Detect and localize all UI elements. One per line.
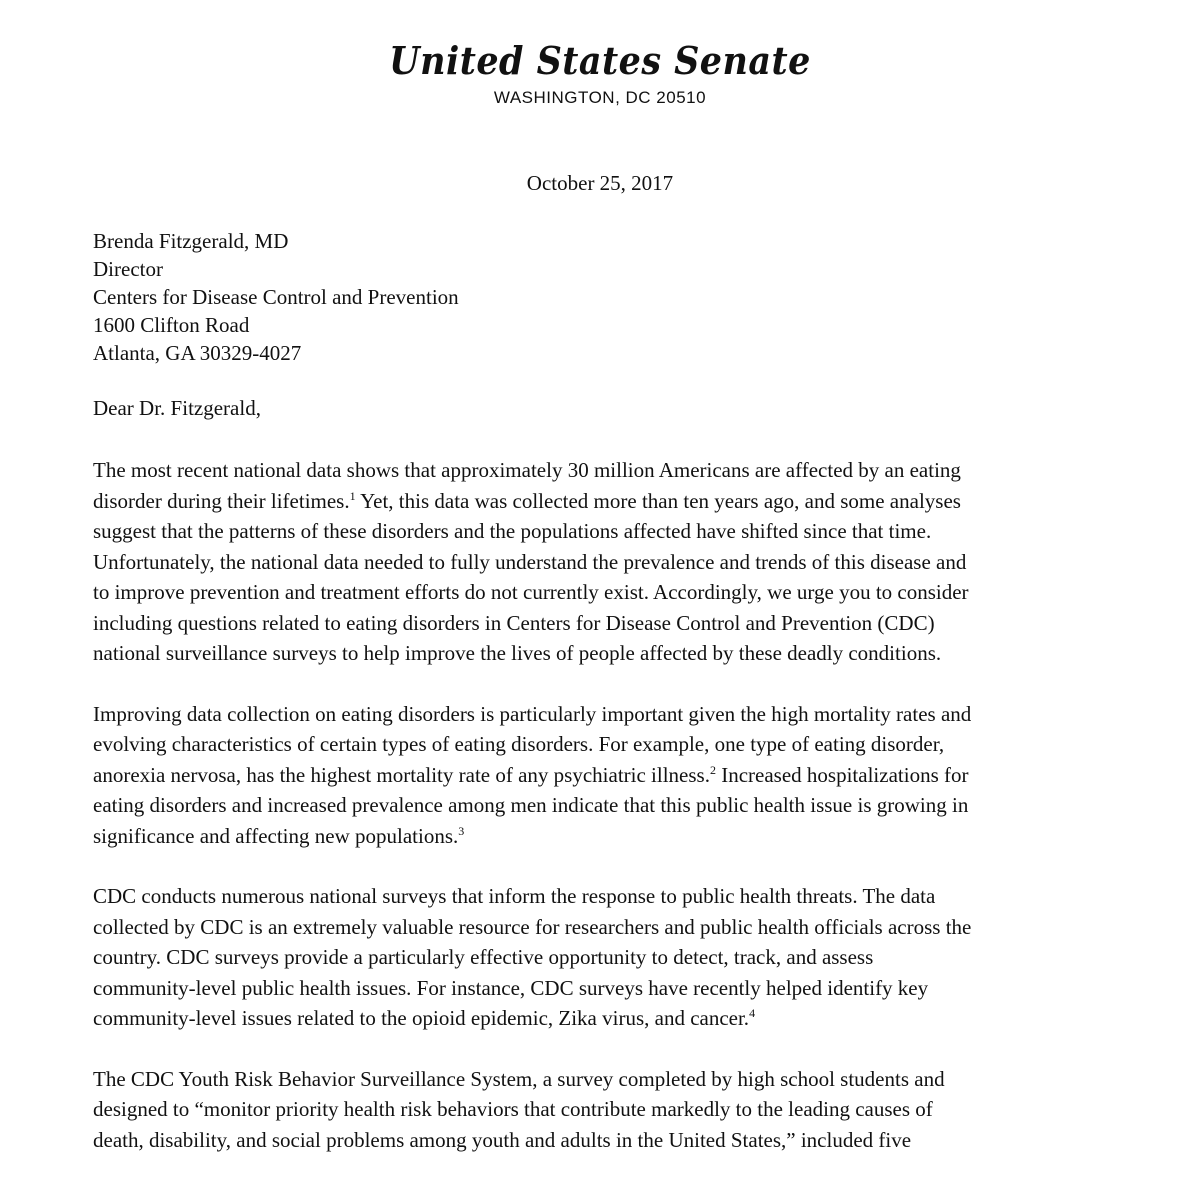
paragraph-line: The most recent national data shows that approximately 30 million Americans are affected by an eating bbox=[93, 458, 961, 482]
letter-body bbox=[93, 455, 1113, 1185]
paragraph-2 bbox=[93, 699, 1113, 852]
paragraph-line bbox=[93, 821, 1113, 852]
letterhead bbox=[0, 36, 1200, 108]
paragraph-line: country. CDC surveys provide a particularly effective opportunity to detect, track, and assess bbox=[93, 945, 874, 969]
recipient-name: Brenda Fitzgerald, MD bbox=[93, 229, 289, 253]
paragraph-line: CDC conducts numerous national surveys that inform the response to public health threats. The data bbox=[93, 884, 936, 908]
letterhead-title: United States Senate bbox=[389, 38, 811, 83]
line-text: significance and affecting new populations. bbox=[93, 823, 459, 848]
letter-date: October 25, 2017 bbox=[526, 171, 674, 195]
paragraph-line: community-level public health issues. For instance, CDC surveys have recently helped identify key bbox=[93, 975, 929, 1000]
line-text: anorexia nervosa, has the highest mortality rate of any psychiatric illness. bbox=[93, 762, 710, 787]
paragraph-4 bbox=[93, 1064, 1113, 1156]
paragraph-line: national surveillance surveys to help improve the lives of people affected by these deadly conditions. bbox=[93, 641, 942, 665]
line-text: community-level issues related to the opioid epidemic, Zika virus, and cancer. bbox=[93, 1006, 750, 1030]
paragraph-line: suggest that the patterns of these disorders and the populations affected have shifted since that time. bbox=[93, 519, 932, 543]
paragraph-line: eating disorders and increased prevalence among men indicate that this public health issue is growing in bbox=[93, 793, 969, 817]
paragraph-line bbox=[93, 760, 1113, 791]
footnote-marker: 2 bbox=[709, 762, 716, 777]
paragraph-line: evolving characteristics of certain types of eating disorders. For example, one type of eating disorder, bbox=[93, 732, 945, 756]
recipient-street: 1600 Clifton Road bbox=[93, 313, 250, 337]
paragraph-line bbox=[93, 486, 1113, 517]
line-text: Increased hospitalizations for bbox=[715, 762, 969, 787]
line-text: Yet, this data was collected more than ten years ago, and some analyses bbox=[355, 488, 961, 513]
paragraph-1 bbox=[93, 455, 1113, 669]
line-text: disorder during their lifetimes. bbox=[93, 488, 350, 513]
paragraph-line bbox=[93, 1003, 1113, 1034]
paragraph-line: including questions related to eating disorders in Centers for Disease Control and Prevention (CDC) bbox=[93, 610, 935, 635]
footnote-marker: 1 bbox=[349, 488, 356, 503]
recipient-organization: Centers for Disease Control and Prevention bbox=[93, 285, 459, 309]
footnote-marker: 3 bbox=[458, 823, 465, 838]
letterhead-address: WASHINGTON, DC 20510 bbox=[493, 88, 707, 107]
paragraph-line: Improving data collection on eating disorders is particularly important given the high mortality rates and bbox=[93, 701, 972, 726]
paragraph-3 bbox=[93, 881, 1113, 1034]
recipient-address-block bbox=[93, 227, 459, 367]
recipient-title: Director bbox=[93, 257, 163, 281]
paragraph-line: Unfortunately, the national data needed to fully understand the prevalence and trends of this disease and bbox=[93, 549, 967, 574]
paragraph-line: The CDC Youth Risk Behavior Surveillance System, a survey completed by high school students and bbox=[93, 1066, 945, 1091]
paragraph-line: death, disability, and social problems among youth and adults in the United States,” included five bbox=[93, 1127, 912, 1152]
paragraph-line: to improve prevention and treatment efforts do not currently exist. Accordingly, we urge you to consider bbox=[93, 580, 969, 604]
paragraph-line: designed to “monitor priority health risk behaviors that contribute markedly to the leading causes of bbox=[93, 1097, 933, 1121]
recipient-city: Atlanta, GA 30329-4027 bbox=[93, 341, 302, 365]
footnote-marker: 4 bbox=[749, 1006, 756, 1020]
paragraph-line: collected by CDC is an extremely valuable resource for researchers and public health officials across the bbox=[93, 914, 972, 939]
salutation: Dear Dr. Fitzgerald, bbox=[93, 396, 261, 420]
